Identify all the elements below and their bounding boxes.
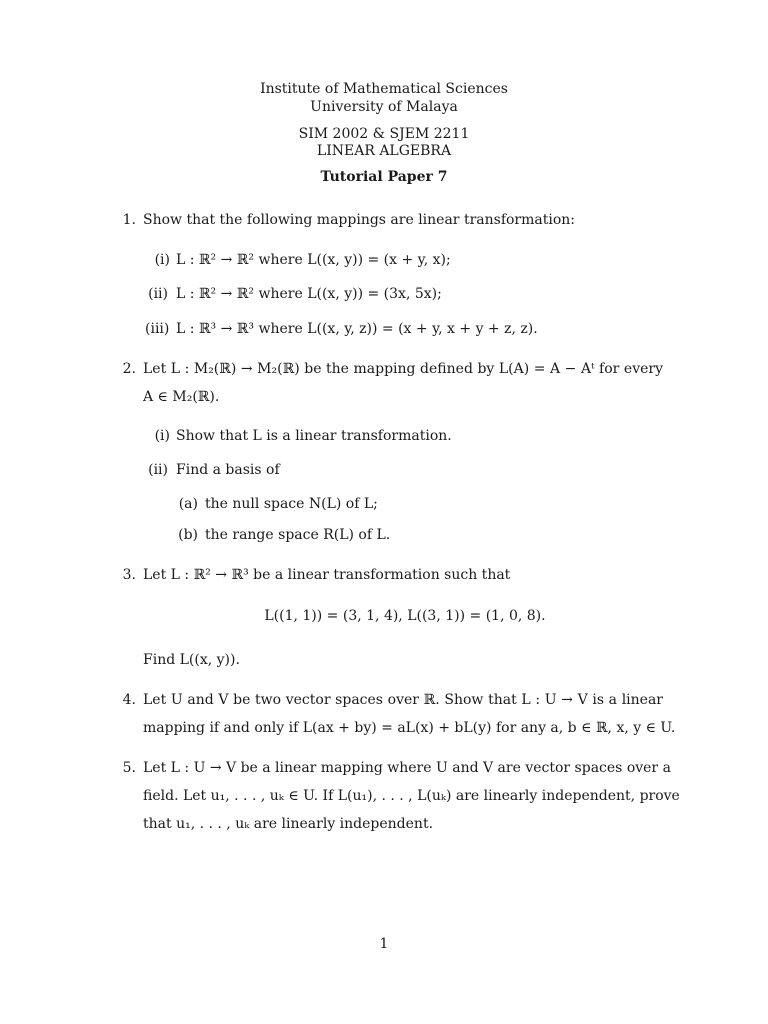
question-text-cont: that u₁, . . . , uₖ are linearly independent.	[143, 816, 434, 832]
part-text: L : ℝ² → ℝ² where L((x, y)) = (3x, 5x);	[176, 286, 442, 302]
course-name: LINEAR ALGEBRA	[316, 143, 452, 159]
question-text-cont: A ∈ M₂(ℝ).	[143, 389, 220, 405]
course-code: SIM 2002 & SJEM 2211	[298, 126, 470, 142]
paper-title: Tutorial Paper 7	[320, 169, 448, 185]
question-text: Let U and V be two vector spaces over ℝ. Show that L : U → V is a linear	[143, 692, 663, 708]
question-text: Show that the following mappings are linear transformation:	[143, 212, 576, 228]
subpart-text: the null space N(L) of L;	[205, 496, 378, 512]
question-text: Let L : U → V be a linear mapping where U and V are vector spaces over a	[143, 760, 671, 776]
part-text: Show that L is a linear transformation.	[176, 428, 452, 444]
question-find: Find L((x, y)).	[143, 652, 240, 668]
part-text: Find a basis of	[176, 462, 280, 478]
question-number: 2.	[122, 361, 136, 377]
question-number: 3.	[122, 567, 136, 583]
part-text: L : ℝ³ → ℝ³ where L((x, y, z)) = (x + y, x + y + z, z).	[176, 321, 538, 337]
institute-name: Institute of Mathematical Sciences	[260, 81, 508, 97]
display-equation: L((1, 1)) = (3, 1, 4), L((3, 1)) = (1, 0, 8).	[264, 608, 546, 624]
question-number: 1.	[122, 212, 136, 228]
question-text-cont: field. Let u₁, . . . , uₖ ∈ U. If L(u₁), . . . , L(uₖ) are linearly independent, prove	[143, 788, 680, 804]
question-text: Let L : ℝ² → ℝ³ be a linear transformation such that	[143, 567, 511, 583]
subpart-text: the range space R(L) of L.	[205, 527, 391, 543]
part-label: (iii)	[145, 321, 170, 337]
question-number: 5.	[122, 760, 136, 776]
question-text: Let L : M₂(ℝ) → M₂(ℝ) be the mapping defined by L(A) = A − Aᵗ for every	[143, 361, 663, 377]
subpart-label: (b)	[178, 527, 198, 543]
part-label: (i)	[154, 252, 170, 268]
subpart-label: (a)	[178, 496, 198, 512]
part-label: (ii)	[148, 462, 168, 478]
part-label: (i)	[154, 428, 170, 444]
part-text: L : ℝ² → ℝ² where L((x, y)) = (x + y, x);	[176, 252, 451, 268]
page-number: 1	[379, 936, 389, 952]
question-text-cont: mapping if and only if L(ax + by) = aL(x) + bL(y) for any a, b ∈ ℝ, x, y ∈ U.	[143, 720, 676, 736]
university-name: University of Malaya	[310, 99, 458, 115]
question-number: 4.	[122, 692, 136, 708]
part-label: (ii)	[148, 286, 168, 302]
